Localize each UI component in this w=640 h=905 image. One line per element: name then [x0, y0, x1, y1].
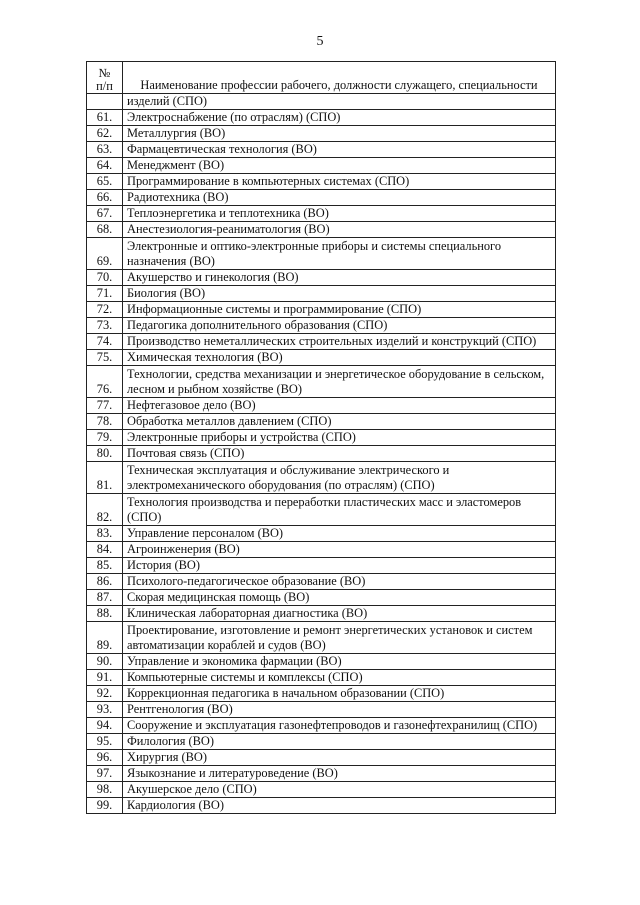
row-name: Обработка металлов давлением (СПО)	[123, 414, 556, 430]
row-number: 68.	[87, 222, 123, 238]
row-name: Управление персоналом (ВО)	[123, 526, 556, 542]
table-row	[87, 606, 556, 622]
row-number: 83.	[87, 526, 123, 542]
row-number: 97.	[87, 766, 123, 782]
table-row	[87, 798, 556, 814]
table-row	[87, 430, 556, 446]
row-name: Сооружение и эксплуатация газонефтепроводов и газонефтехранилищ (СПО)	[123, 718, 556, 734]
row-number: 84.	[87, 542, 123, 558]
row-name: Коррекционная педагогика в начальном образовании (СПО)	[123, 686, 556, 702]
row-name: Рентгенология (ВО)	[123, 702, 556, 718]
row-number: 71.	[87, 286, 123, 302]
table-row	[87, 270, 556, 286]
table-row	[87, 190, 556, 206]
row-name: Клиническая лабораторная диагностика (ВО)	[123, 606, 556, 622]
row-number: 88.	[87, 606, 123, 622]
row-name: Электроснабжение (по отраслям) (СПО)	[123, 110, 556, 126]
row-number: 90.	[87, 654, 123, 670]
row-name: Технологии, средства механизации и энергетическое оборудование в сельском, лесном и рыбном хозяйстве (ВО)	[123, 366, 556, 398]
row-name: Анестезиология-реаниматология (ВО)	[123, 222, 556, 238]
table-row	[87, 542, 556, 558]
table-row	[87, 414, 556, 430]
row-number: 85.	[87, 558, 123, 574]
table-row	[87, 174, 556, 190]
row-number: 96.	[87, 750, 123, 766]
row-name: Электронные приборы и устройства (СПО)	[123, 430, 556, 446]
table-row	[87, 622, 556, 654]
row-number: 79.	[87, 430, 123, 446]
table-row	[87, 158, 556, 174]
row-name: Акушерское дело (СПО)	[123, 782, 556, 798]
row-number: 76.	[87, 366, 123, 398]
row-number: 73.	[87, 318, 123, 334]
row-number: 78.	[87, 414, 123, 430]
row-name: Металлургия (ВО)	[123, 126, 556, 142]
row-number: 92.	[87, 686, 123, 702]
row-number: 94.	[87, 718, 123, 734]
row-number: 91.	[87, 670, 123, 686]
row-name: Психолого-педагогическое образование (ВО)	[123, 574, 556, 590]
row-number: 93.	[87, 702, 123, 718]
table-row	[87, 590, 556, 606]
row-name: Хирургия (ВО)	[123, 750, 556, 766]
table-row	[87, 302, 556, 318]
column-header-number-line2: п/п	[96, 79, 113, 93]
row-number: 98.	[87, 782, 123, 798]
table-row	[87, 686, 556, 702]
row-number: 66.	[87, 190, 123, 206]
table-header-row	[87, 62, 556, 94]
row-number	[87, 94, 123, 110]
table-row	[87, 238, 556, 270]
row-number: 72.	[87, 302, 123, 318]
row-number: 74.	[87, 334, 123, 350]
page-number: 5	[316, 34, 324, 49]
row-name: Производство неметаллических строительных изделий и конструкций (СПО)	[123, 334, 556, 350]
column-header-name: Наименование профессии рабочего, должности служащего, специальности	[123, 62, 556, 94]
row-name: изделий (СПО)	[123, 94, 556, 110]
row-name: Программирование в компьютерных системах (СПО)	[123, 174, 556, 190]
row-number: 77.	[87, 398, 123, 414]
table-row	[87, 94, 556, 110]
row-number: 63.	[87, 142, 123, 158]
row-number: 99.	[87, 798, 123, 814]
row-name: Компьютерные системы и комплексы (СПО)	[123, 670, 556, 686]
row-name: Проектирование, изготовление и ремонт энергетических установок и систем автоматизации кораблей и судов (ВО)	[123, 622, 556, 654]
row-number: 87.	[87, 590, 123, 606]
row-name: Скорая медицинская помощь (ВО)	[123, 590, 556, 606]
table-row	[87, 350, 556, 366]
row-name: Электронные и оптико-электронные приборы и системы специального назначения (ВО)	[123, 238, 556, 270]
table-row	[87, 574, 556, 590]
table-row	[87, 734, 556, 750]
row-name: Теплоэнергетика и теплотехника (ВО)	[123, 206, 556, 222]
row-name: Радиотехника (ВО)	[123, 190, 556, 206]
table-row	[87, 782, 556, 798]
row-number: 70.	[87, 270, 123, 286]
row-name: История (ВО)	[123, 558, 556, 574]
table-row	[87, 558, 556, 574]
row-number: 61.	[87, 110, 123, 126]
row-number: 75.	[87, 350, 123, 366]
table-row	[87, 318, 556, 334]
row-name: Фармацевтическая технология (ВО)	[123, 142, 556, 158]
table-row	[87, 334, 556, 350]
row-name: Языкознание и литературоведение (ВО)	[123, 766, 556, 782]
table-row	[87, 222, 556, 238]
row-name: Биология (ВО)	[123, 286, 556, 302]
table-row	[87, 462, 556, 494]
table-row	[87, 206, 556, 222]
table-row	[87, 446, 556, 462]
row-name: Кардиология (ВО)	[123, 798, 556, 814]
table-row	[87, 702, 556, 718]
row-number: 69.	[87, 238, 123, 270]
table-row	[87, 142, 556, 158]
table-row	[87, 670, 556, 686]
row-number: 82.	[87, 494, 123, 526]
table-row	[87, 494, 556, 526]
row-name: Управление и экономика фармации (ВО)	[123, 654, 556, 670]
row-name: Химическая технология (ВО)	[123, 350, 556, 366]
table-row	[87, 366, 556, 398]
row-name: Почтовая связь (СПО)	[123, 446, 556, 462]
table-row	[87, 526, 556, 542]
table-row	[87, 766, 556, 782]
row-name: Акушерство и гинекология (ВО)	[123, 270, 556, 286]
table-row	[87, 750, 556, 766]
row-name: Техническая эксплуатация и обслуживание электрического и электромеханического оборудования (по отраслям) (СПО)	[123, 462, 556, 494]
row-number: 95.	[87, 734, 123, 750]
row-number: 62.	[87, 126, 123, 142]
row-number: 65.	[87, 174, 123, 190]
table-row	[87, 126, 556, 142]
row-number: 89.	[87, 622, 123, 654]
row-name: Педагогика дополнительного образования (СПО)	[123, 318, 556, 334]
row-name: Нефтегазовое дело (ВО)	[123, 398, 556, 414]
row-name: Информационные системы и программирование (СПО)	[123, 302, 556, 318]
row-name: Филология (ВО)	[123, 734, 556, 750]
row-number: 81.	[87, 462, 123, 494]
table-row	[87, 398, 556, 414]
row-name: Технология производства и переработки пластических масс и эластомеров (СПО)	[123, 494, 556, 526]
row-name: Агроинженерия (ВО)	[123, 542, 556, 558]
row-number: 86.	[87, 574, 123, 590]
table-row	[87, 286, 556, 302]
table-row	[87, 110, 556, 126]
column-header-number-line1: №	[98, 66, 111, 80]
row-number: 64.	[87, 158, 123, 174]
table-row	[87, 654, 556, 670]
table-row	[87, 718, 556, 734]
row-name: Менеджмент (ВО)	[123, 158, 556, 174]
column-header-number	[87, 62, 123, 94]
row-number: 80.	[87, 446, 123, 462]
row-number: 67.	[87, 206, 123, 222]
professions-table	[86, 61, 556, 814]
